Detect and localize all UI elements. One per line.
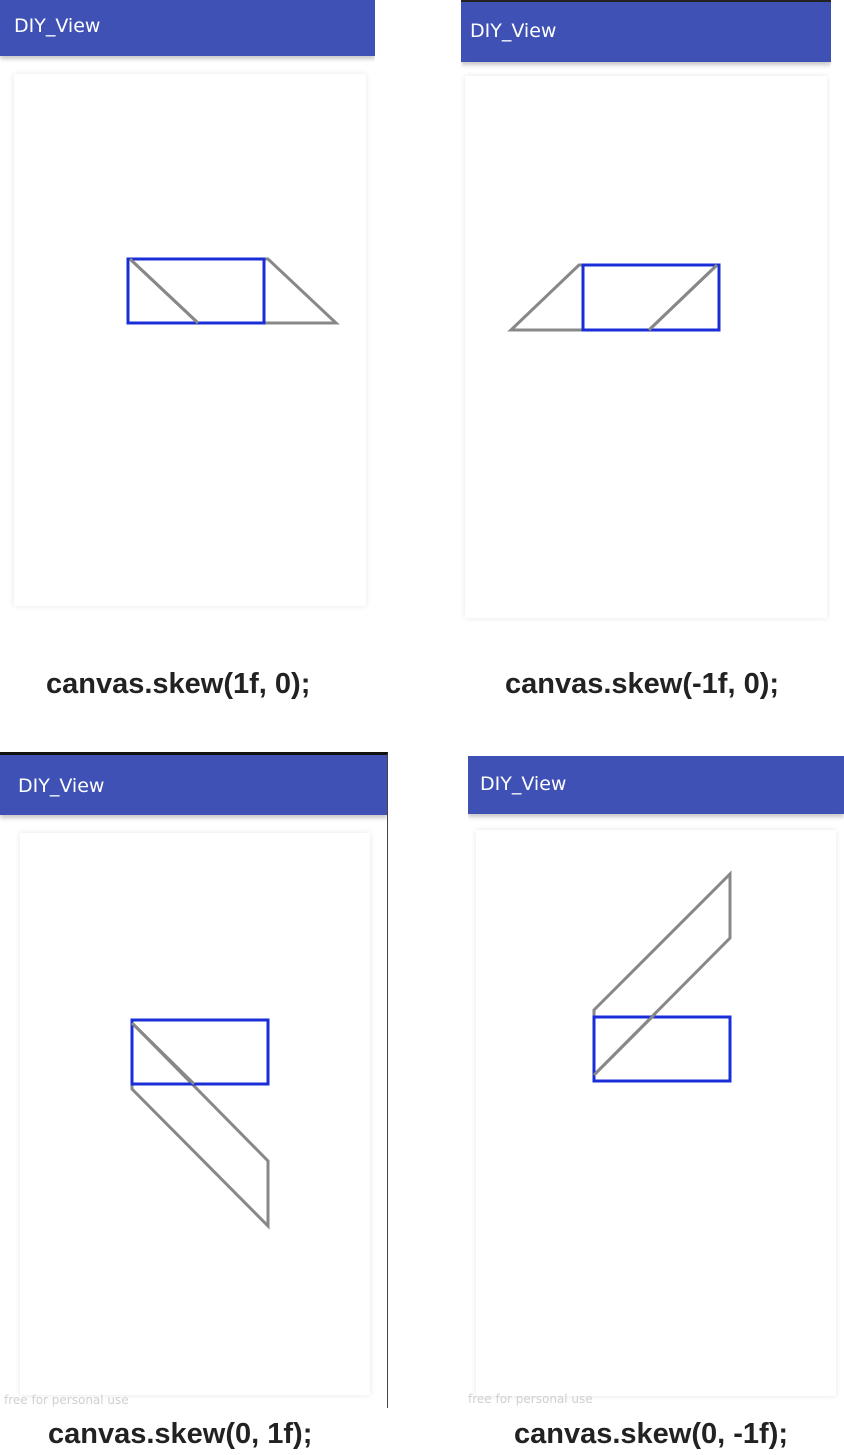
skewed-rect-edge bbox=[649, 265, 717, 330]
skewed-rect-edge bbox=[132, 1023, 194, 1084]
skew-drawing bbox=[468, 756, 844, 1408]
original-rect bbox=[594, 1017, 730, 1081]
app-bar bbox=[0, 0, 375, 56]
skew-drawing bbox=[461, 2, 831, 622]
skewed-rect bbox=[594, 874, 730, 1075]
original-rect bbox=[583, 265, 719, 330]
app-title: DIY_View bbox=[18, 775, 105, 797]
caption-skew-x-negative: canvas.skew(-1f, 0); bbox=[505, 668, 780, 700]
screenshot-skew-x-positive bbox=[0, 0, 375, 612]
app-title: DIY_View bbox=[14, 15, 101, 37]
skewed-rect bbox=[132, 1023, 268, 1226]
caption-skew-y-positive: canvas.skew(0, 1f); bbox=[48, 1418, 313, 1450]
screenshot-skew-x-negative bbox=[461, 0, 831, 622]
skewed-rect bbox=[511, 265, 717, 330]
skewed-rect-edge bbox=[594, 1014, 655, 1075]
skewed-rect bbox=[130, 259, 336, 323]
app-bar bbox=[461, 2, 831, 62]
app-title: DIY_View bbox=[480, 773, 567, 795]
caption-skew-y-negative: canvas.skew(0, -1f); bbox=[514, 1418, 789, 1450]
watermark: free for personal use bbox=[4, 1393, 129, 1407]
skew-drawing bbox=[0, 755, 388, 1408]
original-rect bbox=[132, 1020, 268, 1084]
original-rect bbox=[128, 259, 264, 323]
app-title: DIY_View bbox=[470, 20, 557, 42]
app-bar bbox=[468, 756, 844, 814]
caption-skew-x-positive: canvas.skew(1f, 0); bbox=[46, 668, 311, 700]
skew-drawing bbox=[0, 0, 375, 612]
app-bar bbox=[0, 755, 387, 815]
skewed-rect-edge bbox=[130, 259, 198, 323]
screenshot-skew-y-positive bbox=[0, 752, 388, 1408]
screenshot-skew-y-negative bbox=[468, 756, 844, 1408]
watermark: free for personal use bbox=[468, 1392, 593, 1406]
